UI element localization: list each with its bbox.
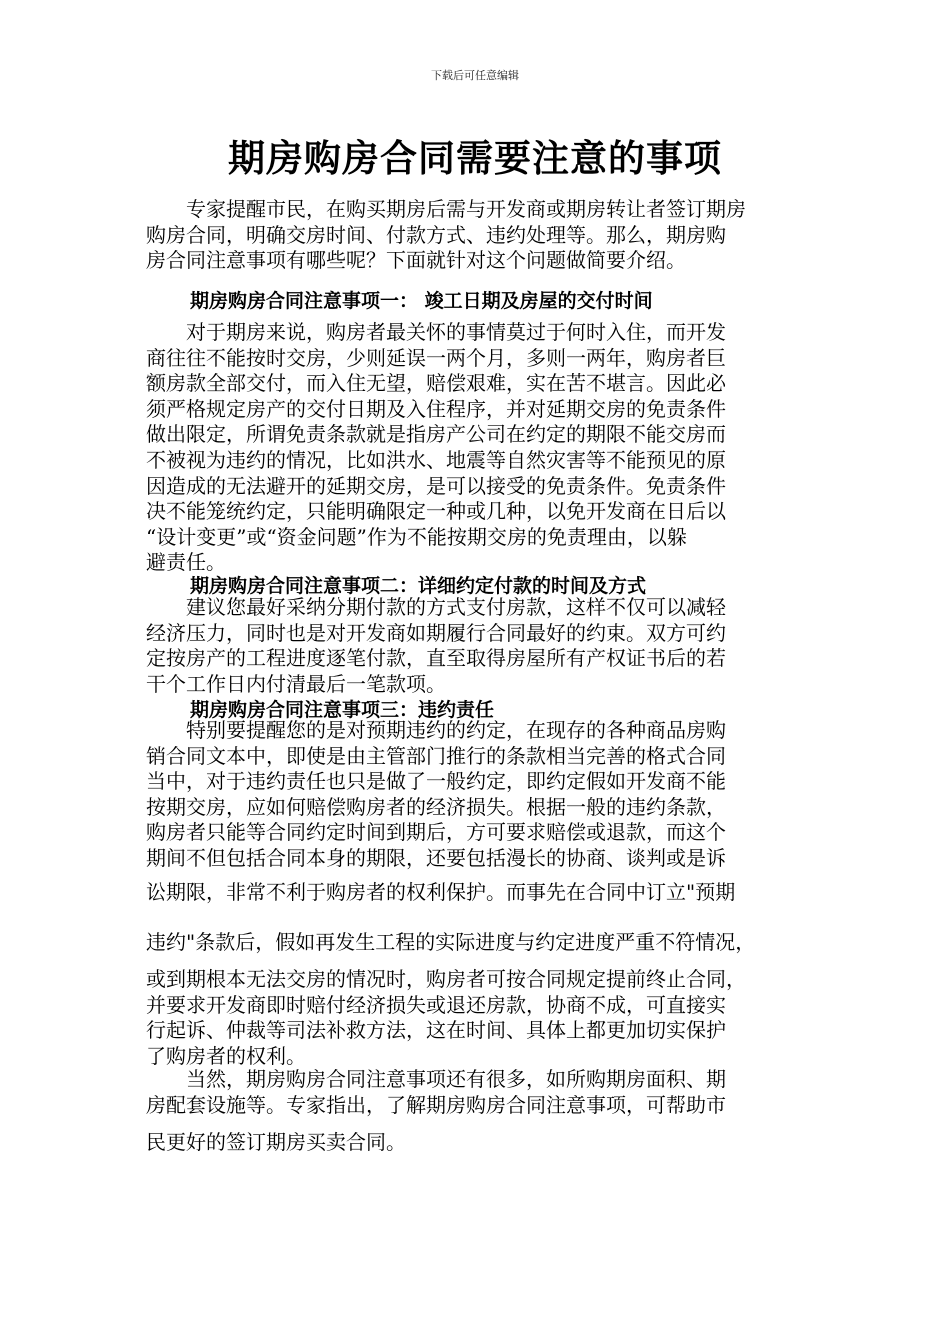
text-line: 了购房者的权利。 [146,1043,306,1068]
conclusion-paragraph [146,1067,818,1118]
section-1-paragraph [146,320,818,576]
text-line: 行起诉、仲裁等司法补救方法，这在时间、具体上都更加切实保护 [146,1018,726,1043]
section-heading-1: 期房购房合同注意事项一： 竣工日期及房屋的交付时间 [190,290,653,312]
text-line: 购房者只能等合同约定时间到期后，方可要求赔偿或退款，而这个 [146,820,726,845]
text-line: 做出限定，所谓免责条款就是指房产公司在约定的期限不能交房而 [146,422,726,447]
section-3-line-a [146,880,818,906]
text-line: 因造成的无法避开的延期交房，是可以接受的免责条件。免责条件 [146,473,726,498]
text-line: 违约"条款后，假如再发生工程的实际进度与约定进度严重不符情况， [146,930,756,954]
text-line: 须严格规定房产的交付日期及入住程序，并对延期交房的免责条件 [146,396,726,421]
text-line: 当然，期房购房合同注意事项还有很多，如所购期房面积、期 [146,1067,726,1091]
intro-paragraph [146,197,818,274]
section-3-line-b [146,930,818,956]
text-line: 特别要提醒您的是对预期违约的约定，在现存的各种商品房购 [146,718,726,742]
text-line: 经济压力，同时也是对开发商如期履行合同最好的约束。双方可约 [146,620,726,645]
text-line: 民更好的签订期房买卖合同。 [146,1130,406,1154]
text-line: 专家提醒市民，在购买期房后需与开发商或期房转让者签订期房 [146,197,746,221]
text-line: 期间不但包括合同本身的期限，还要包括漫长的协商、谈判或是诉 [146,845,726,870]
text-line: 或到期根本无法交房的情况时，购房者可按合同规定提前终止合同， [146,967,746,991]
text-line: 讼期限，非常不利于购房者的权利保护。而事先在合同中订立"预期 [146,880,736,904]
text-line: 并要求开发商即时赔付经济损失或退还房款，协商不成，可直接实 [146,992,726,1017]
text-line: 决不能笼统约定，只能明确限定一种或几种，以免开发商在日后以 [146,499,726,524]
text-line: 额房款全部交付，而入住无望，赔偿艰难，实在苦不堪言。因此必 [146,371,726,396]
text-line: 干个工作日内付清最后一笔款项。 [146,671,446,696]
text-line: 按期交房，应如何赔偿购房者的经济损失。根据一般的违约条款， [146,794,726,819]
text-line: 对于期房来说，购房者最关怀的事情莫过于何时入住，而开发 [146,320,726,344]
section-heading-2: 期房购房合同注意事项二：详细约定付款的时间及方式 [190,575,647,597]
text-line: 商往往不能按时交房，少则延误一两个月，多则一两年，购房者巨 [146,345,726,370]
section-heading-3: 期房购房合同注意事项三：违约责任 [190,699,495,721]
section-3-continuation [146,967,818,1069]
text-line: 销合同文本中，即使是由主管部门推行的条款相当完善的格式合同 [146,743,726,768]
document-title: 期房购房合同需要注意的事项 [228,137,722,180]
text-line: 定按房产的工程进度逐笔付款，直至取得房屋所有产权证书后的若 [146,646,726,671]
text-line: 避责任。 [146,550,226,575]
text-line: 房合同注意事项有哪些呢？下面就针对这个问题做简要介绍。 [146,248,686,273]
text-line: “设计变更”或“资金问题”作为不能按期交房的免责理由，以躲 [146,524,687,549]
conclusion-last-line [146,1130,818,1156]
text-line: 建议您最好采纳分期付款的方式支付房款，这样不仅可以减轻 [146,595,726,619]
text-line: 购房合同，明确交房时间、付款方式、违约处理等。那么，期房购 [146,222,726,247]
text-line: 房配套设施等。专家指出，了解期房购房合同注意事项，可帮助市 [146,1092,726,1117]
text-line: 不被视为违约的情况，比如洪水、地震等自然灾害等不能预见的原 [146,447,726,472]
section-3-paragraph [146,718,818,872]
header-note: 下载后可任意编辑 [431,69,519,82]
section-2-paragraph [146,595,818,697]
text-line: 当中，对于违约责任也只是做了一般约定，即约定假如开发商不能 [146,769,726,794]
